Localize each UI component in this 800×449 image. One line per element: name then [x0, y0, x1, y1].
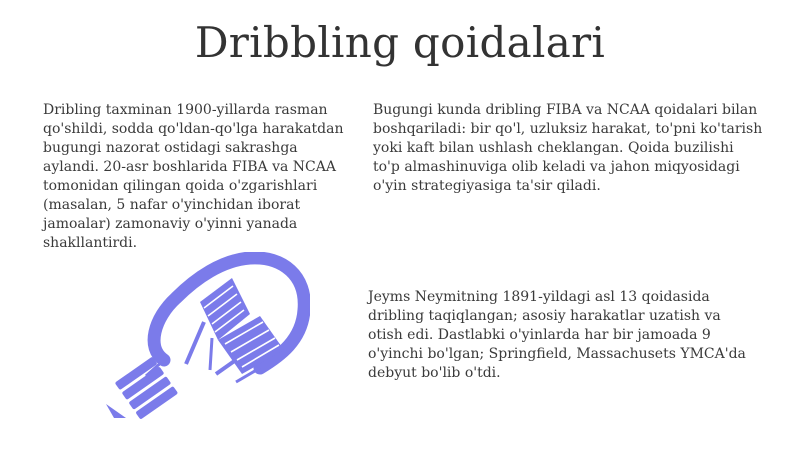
lightbulb-book-icon [100, 252, 310, 420]
today-rules-paragraph: Bugungi kunda dribling FIBA va NCAA qoidalari bilan boshqariladi: bir qo'l, uzluksiz harakat, to'pni ko'tarish yoki kaft bilan ushlash cheklangan. Qoida buzilishi to'p almashinuviga olib keladi va jahon miqyosidagi o'yin strategiyasiga ta'sir qiladi. [373, 102, 763, 194]
origins-paragraph: Jeyms Neymitning 1891-yildagi asl 13 qoidasida dribling taqiqlangan; asosiy harakatlar uzatish va otish edi. Dastlabki o'yinlarda har bir jamoada 9 o'yinchi bo'lgan; Springfield, Massachusets YMCA'da debyut bo'lib o'tdi. [368, 289, 746, 381]
history-paragraph: Dribling taxminan 1900-yillarda rasman qo'shildi, sodda qo'ldan-qo'lga harakatdan bugungi nazorat ostidagi sakrashga aylandi. 20-asr boshlarida FIBA va NCAA tomonidan qilingan qoida o'zgarishlari (masalan, 5 nafar o'yinchidan iborat jamoalar) zamonaviy o'yinni yanada shakllantirdi. [43, 102, 344, 251]
page-title: Dribbling qoidalari [194, 18, 606, 67]
